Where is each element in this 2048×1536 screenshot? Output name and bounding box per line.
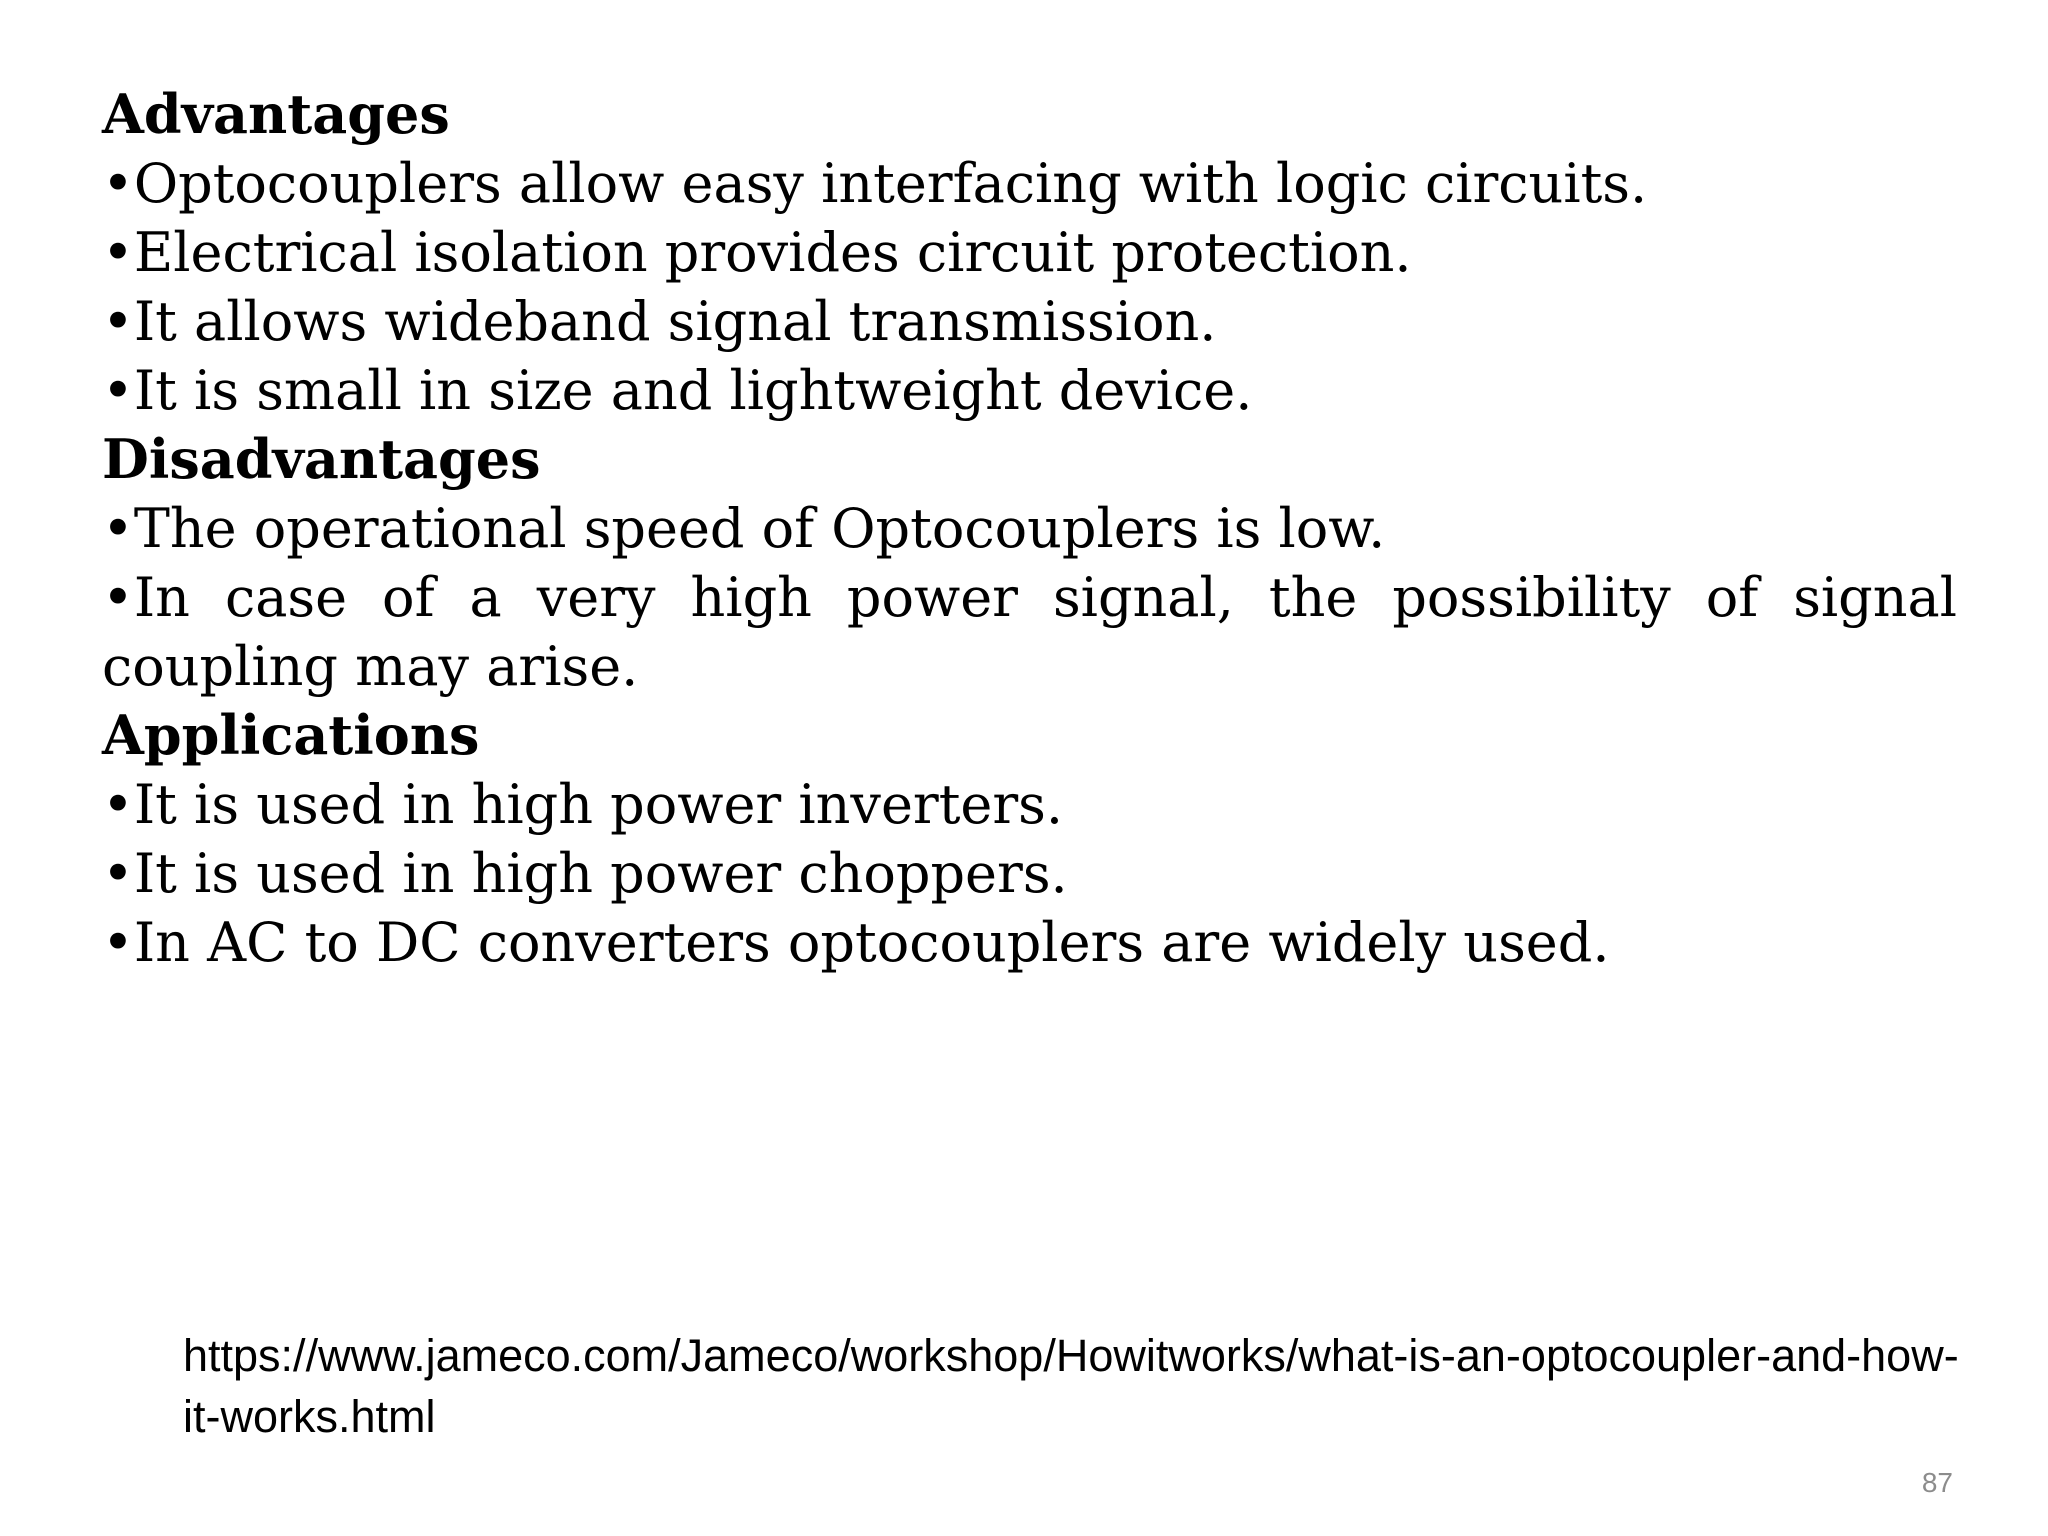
advantage-item: •Electrical isolation provides circuit protection. xyxy=(102,221,1412,284)
heading-advantages: Advantages xyxy=(102,82,450,146)
slide-content xyxy=(102,80,1957,977)
application-item: •It is used in high power choppers. xyxy=(102,842,1068,905)
disadvantage-item: •In case of a very high power signal, the possibility of signal coupling may arise. xyxy=(102,566,1957,698)
page-number: 87 xyxy=(1921,1467,1953,1498)
advantage-item: •It is small in size and lightweight device. xyxy=(102,359,1253,422)
application-item: •It is used in high power inverters. xyxy=(102,773,1064,836)
heading-disadvantages: Disadvantages xyxy=(102,427,541,491)
advantage-item: •It allows wideband signal transmission. xyxy=(102,290,1217,353)
reference-link[interactable]: https://www.jameco.com/Jameco/workshop/Howitworks/what-is-an-optocoupler-and-how-it-works.html xyxy=(183,1330,1959,1442)
advantage-item: •Optocouplers allow easy interfacing with logic circuits. xyxy=(102,152,1648,215)
heading-applications: Applications xyxy=(102,703,480,767)
application-item: •In AC to DC converters optocouplers are widely used. xyxy=(102,911,1610,974)
disadvantage-item: •The operational speed of Optocouplers is low. xyxy=(102,497,1386,560)
